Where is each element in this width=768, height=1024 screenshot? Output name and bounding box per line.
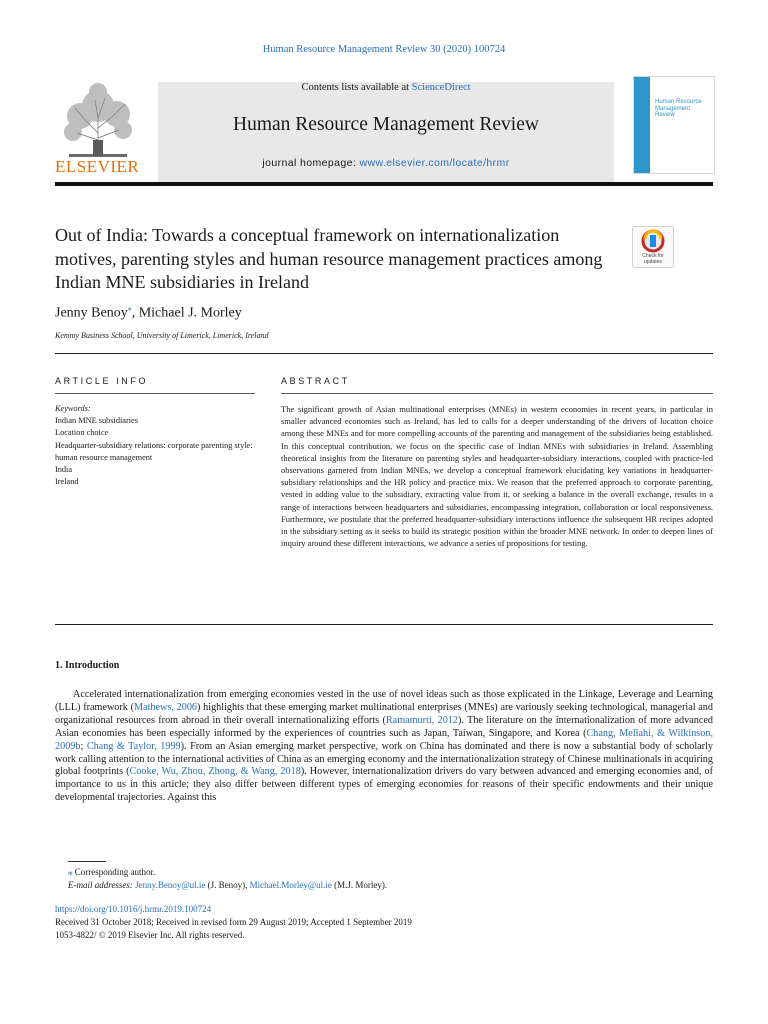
affiliation: Kemmy Business School, University of Limerick, Limerick, Ireland [55,331,269,340]
contents-available: Contents lists available at ScienceDirect [301,82,471,93]
keyword: Indian MNE subsidiaries [55,416,138,426]
copyright: 1053-4822/ © 2019 Elsevier Inc. All rights reserved. [55,930,245,940]
email-link[interactable]: Michael.Morley@ul.ie [249,880,332,890]
sciencedirect-link[interactable]: ScienceDirect [411,82,471,93]
footnote-rule [68,861,106,862]
keywords-label: Keywords: [55,404,91,413]
abstract-text: The significant growth of Asian multinational enterprises (MNEs) in western economies in recent years, in particular in smaller advanced economies such as Ireland, has led to calls for a deeper understanding of the drivers of location choice among these MNEs and for more compelling accounts of the parenting and management of the subsidiaries being established. In this conceptual contribution, we focus on the specific case of Indian MNEs with subsidiaries in Ireland. Assembling theoretical insights from the literature on parenting styles and headquarter-subsidiary interactions, coupled with practice-led observations garnered from Indian MNEs, we develop a conceptual framework elucidating key variations in headquarter-subsidiary relationships and the HR policy and practice mix. We reason that the preferred approach to corporate parenting, vested in adding value to the subsidiary, extracting value from it, or seeking a balance in the overall exchange, results in a range of interactions between headquarters and subsidiaries, encompassing integration, collaboration or local responsiveness. Furthermore, we postulate that the preferred headquarter-subsidiary interactions influence the subsequent HR recipes adopted in the subsidiary setting as it seeks to build its strategic position within the broader MNE network. In order to deepen lines of inquiry around these different interactions, we advance a series of propositions for testing. [281,404,713,549]
rule-abstract [281,393,713,394]
cover-band [634,77,650,173]
cover-title: Human Resource Management Review [655,99,702,118]
abstract-heading: ABSTRACT [281,376,350,386]
journal-banner [158,82,614,182]
introduction-paragraph: Accelerated internationalization from emerging economies vested in the use of novel ideas such as those explicated in the Linkage, Leverage and Learning (LLL) framework (Mathews, 2006) highlights that these emerging market multinational enterprises (MNEs) are variously seeking technological, managerial and organizational resources from abroad in their overall internationalizing efforts (Ramamurti, 2012). The literature on the internationalization of more advanced Asian economies has been especially informed by the experiences of countries such as Japan, Taiwan, Singapore, and Korea (Chang, Mellahi, & Wilkinson, 2009b; Chang & Taylor, 1999). From an Asian emerging market perspective, work on China has dominated and there is now a substantial body of scholarly work calling attention to the international activities of China as an emerging economy and the internationalization strategy of Chinese multinationals in acquiring global footprints (Cooke, Wu, Zhou, Zhong, & Wang, 2018). However, internationalization drivers do vary between advanced and emerging economies and, of importance to us in this article; they also differ between different types of emerging economies for reasons of their specific endowments and their unique developmental trajectories. Against this [55,689,714,804]
authors: Jenny Benoy⁎, Michael J. Morley [55,304,242,321]
corresponding-mark[interactable]: ⁎ [127,304,132,313]
citation-link[interactable]: Chang & Taylor, 1999 [86,740,181,752]
rule-abstract-end [55,624,713,625]
rule-affiliation [55,353,713,354]
citation-link[interactable]: Cooke, Wu, Zhou, Zhong, & Wang, 2018 [129,766,301,778]
journal-homepage: journal homepage: www.elsevier.com/locate/hrmr [262,157,510,169]
email-link[interactable]: Jenny.Benoy@ul.ie [135,880,206,890]
keyword: Ireland [55,477,79,487]
elsevier-wordmark: ELSEVIER [55,157,140,176]
header-rule [55,182,713,186]
rule-info [55,393,255,394]
keywords [55,403,255,488]
author-2: Michael J. Morley [138,305,242,321]
homepage-link[interactable]: www.elsevier.com/locate/hrmr [359,157,510,169]
article-title: Out of India: Towards a conceptual framework on internationalization motives, parenting styles and human resource management practices among Indian MNE subsidiaries in Ireland [55,225,603,292]
doi-link[interactable]: https://doi.org/10.1016/j.hrmr.2019.100724 [55,904,212,914]
author-1: Jenny Benoy [55,305,128,321]
check-for-updates-badge[interactable] [632,226,674,268]
journal-citation[interactable]: Human Resource Management Review 30 (2020) 100724 [262,44,506,55]
citation-link[interactable]: Ramamurti, 2012 [385,714,458,726]
keyword: Headquarter-subsidiary relations: corporate parenting style: human resource management [55,440,253,462]
keyword: India [55,465,73,475]
section-heading-introduction: 1. Introduction [55,660,120,671]
article-info-heading: ARTICLE INFO [55,376,149,386]
keyword: Location choice [55,428,109,438]
journal-cover [633,76,715,174]
received-dates: Received 31 October 2018; Received in revised form 29 August 2019; Accepted 1 September 2019 [55,917,412,927]
citation-link[interactable]: Mathews, 2006 [134,701,198,713]
journal-title: Human Resource Management Review [233,114,539,135]
check-updates-label: Check for updates [642,253,664,265]
email-addresses: E-mail addresses: Jenny.Benoy@ul.ie (J. Benoy), Michael.Morley@ul.ie (M.J. Morley). [68,880,388,890]
corresponding-author-note: ⁎ Corresponding author. [68,867,156,877]
citation-link[interactable]: Chang, Mellahi, & Wilkinson, 2009b [55,727,714,752]
